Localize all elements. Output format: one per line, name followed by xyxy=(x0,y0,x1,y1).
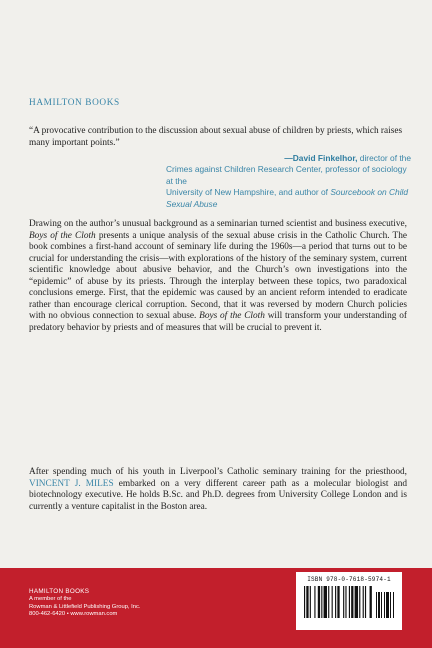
endorser-book-title: Sourcebook on Child Sexual Abuse xyxy=(166,187,409,209)
description-text-3: will transform your understanding of predatory behavior by priests and of measures that will be crucial to prevent it. xyxy=(29,311,407,333)
barcode-bar xyxy=(304,586,305,618)
barcode-bar xyxy=(335,586,336,618)
endorser-affiliation: Crimes against Children Research Center, professor of sociology at the xyxy=(166,164,407,186)
barcode-addon-bar xyxy=(384,592,385,618)
barcode-addon-bar xyxy=(393,592,394,618)
barcode-bar xyxy=(321,586,322,618)
isbn-text: ISBN 978-0-7618-5974-1 xyxy=(307,576,391,583)
barcode-bar xyxy=(363,586,364,618)
publisher-name-footer: HAMILTON BOOKS xyxy=(29,588,90,595)
barcode-bar xyxy=(365,586,366,618)
barcode-addon-bar xyxy=(376,592,377,618)
barcode-bar xyxy=(359,586,360,618)
author-name: VINCENT J. MILES xyxy=(29,478,114,489)
barcode-addon-bar xyxy=(386,592,389,618)
publisher-info xyxy=(29,588,141,619)
endorser-role: director of the xyxy=(357,153,411,163)
barcode-bar xyxy=(343,586,344,618)
barcode-panel xyxy=(296,572,402,630)
publisher-contact-line: 800-462-6420 • www.rowman.com xyxy=(29,611,118,618)
barcode-bar xyxy=(337,586,339,618)
endorsement-attribution xyxy=(166,153,411,210)
publisher-group-line: Rowman & Littlefield Publishing Group, Inc. xyxy=(29,603,141,610)
description-book-title-1: Boys of the Cloth xyxy=(29,230,96,241)
barcode-addon-bar xyxy=(390,592,391,618)
barcode-bar xyxy=(370,586,372,618)
description-text-2: presents a unique analysis of the sexual abuse crisis in the Catholic Church. The book combines a first-hand account of seminary life during the 1960s—a period that turns out to be crucial for understanding the crisis—with explorations of the history of the seminary system, current scientific knowledge about abusive behavior, and the Church’s own investigations into the “epidemic” of abuse by its priests. Through the interplay between these topics, two paradoxical conclusions emerge. First, that the epidemic was caused by an ancient reform intended to eradicate rather than encourage clerical corruption. Second, that it was reversed by modern Church policies with no obvious connection to sexual abuse. xyxy=(29,230,407,322)
barcode-bar xyxy=(314,586,315,618)
description-text-1: Drawing on the author’s unusual background as a seminarian turned scientist and business executive, xyxy=(29,219,407,229)
author-bio xyxy=(29,467,407,513)
barcode-bar xyxy=(345,586,346,618)
barcode-bar xyxy=(332,586,333,618)
barcode-bar xyxy=(355,586,358,618)
barcode-bar xyxy=(324,586,327,618)
publisher-member-line: A member of the xyxy=(29,595,72,602)
barcode-bar xyxy=(306,586,308,618)
barcode-bar xyxy=(310,586,311,618)
book-description xyxy=(29,219,407,334)
barcode-bar xyxy=(349,586,350,618)
endorser-affiliation-2: University of New Hampshire, and author of xyxy=(166,187,331,198)
publisher-name-top: HAMILTON BOOKS xyxy=(29,98,120,108)
barcode-image xyxy=(302,586,396,624)
barcode-bar xyxy=(318,586,320,618)
endorsement-quote: “A provocative contribution to the discussion about sexual abuse of children by priests, which raises many important points.” xyxy=(29,126,403,148)
bio-text-2: embarked on a very different career path as a molecular biologist and biotechnology executive. He holds B.Sc. and Ph.D. degrees from University College London and is currently a venture capitalist in the Boston area. xyxy=(29,478,407,512)
barcode-bar xyxy=(351,586,353,618)
bio-text-1: After spending much of his youth in Liverpool’s Catholic seminary training for the priesthood, xyxy=(29,467,407,477)
endorser-name: —David Finkelhor, xyxy=(284,153,358,163)
description-book-title-2: Boys of the Cloth xyxy=(199,311,265,322)
barcode-addon-bar xyxy=(378,592,380,618)
barcode-bar xyxy=(328,586,329,618)
barcode-addon-bar xyxy=(381,592,382,618)
